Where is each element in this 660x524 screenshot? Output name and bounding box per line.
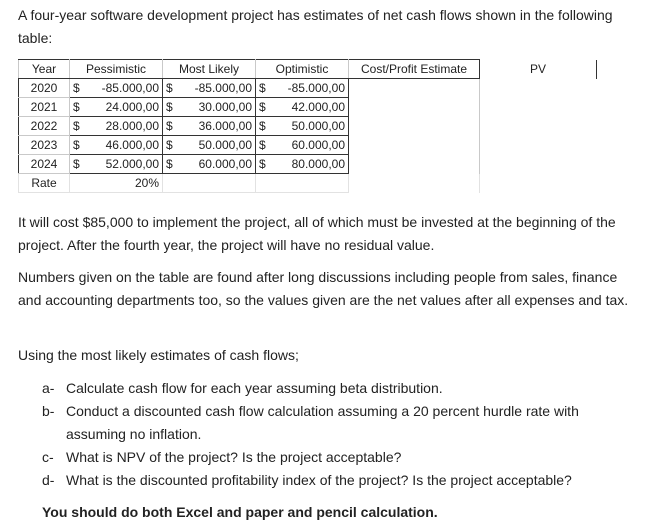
cell-optimistic: $ -85.000,00 [256, 79, 349, 98]
cell-optimistic: $ 80.000,00 [256, 155, 349, 174]
cell-pessimistic: $ 46.000,00 [70, 136, 163, 155]
list-marker: d- [42, 472, 55, 488]
rate-value: 20% [70, 174, 163, 193]
intro-text: A four-year software development project has estimates of net cash flows shown in the following table: [18, 7, 613, 46]
question-list [42, 377, 632, 492]
footer-note: You should do both Excel and paper and pencil calculation. [42, 504, 438, 520]
cell-year: 2023 [19, 136, 70, 155]
header-optimistic: Optimistic [256, 60, 349, 79]
cell-pv [480, 79, 597, 98]
cell-pessimistic: $ 52.000,00 [70, 155, 163, 174]
question-text: What is the discounted profitability index of the project? Is the project acceptable? [66, 472, 572, 488]
cash-flow-table [18, 59, 597, 193]
list-marker: b- [42, 403, 55, 419]
cell-pv [480, 136, 597, 155]
cell-estimate [349, 155, 480, 174]
header-pv: PV [480, 60, 597, 79]
cell-most-likely: $ 30.000,00 [163, 98, 256, 117]
header-pessimistic: Pessimistic [70, 60, 163, 79]
cell-year: 2022 [19, 117, 70, 136]
paragraph-instructions: Using the most likely estimates of cash flows; [18, 347, 299, 363]
table-row [19, 79, 597, 98]
list-marker: c- [42, 449, 54, 465]
header-most-likely: Most Likely [163, 60, 256, 79]
cell-estimate [349, 136, 480, 155]
question-text: Calculate cash flow for each year assuming beta distribution. [66, 380, 443, 396]
list-item [42, 469, 632, 492]
empty-cell [480, 174, 597, 193]
cell-most-likely: $ 50.000,00 [163, 136, 256, 155]
cell-estimate [349, 79, 480, 98]
rate-label: Rate [19, 174, 70, 193]
cell-pv [480, 98, 597, 117]
cell-optimistic: $ 42.000,00 [256, 98, 349, 117]
empty-cell [256, 174, 349, 193]
cell-pessimistic: $ 28.000,00 [70, 117, 163, 136]
cell-most-likely: $ 60.000,00 [163, 155, 256, 174]
list-marker: a- [42, 380, 55, 396]
cell-year: 2021 [19, 98, 70, 117]
cell-most-likely: $ -85.000,00 [163, 79, 256, 98]
empty-cell [349, 174, 480, 193]
question-text: What is NPV of the project? Is the project acceptable? [66, 449, 402, 465]
cell-year: 2020 [19, 79, 70, 98]
list-item [42, 446, 632, 469]
header-cost-profit-estimate: Cost/Profit Estimate [349, 60, 480, 79]
cell-optimistic: $ 50.000,00 [256, 117, 349, 136]
list-item [42, 377, 632, 400]
table-header-row [19, 60, 597, 79]
cell-estimate [349, 117, 480, 136]
cell-year: 2024 [19, 155, 70, 174]
cell-pv [480, 155, 597, 174]
table-row [19, 155, 597, 174]
paragraph-net-values: Numbers given on the table are found after long discussions including people from sales, finance and accounting departments too, so the values given are the net values after all expenses and tax. [18, 269, 629, 308]
cell-optimistic: $ 60.000,00 [256, 136, 349, 155]
cell-most-likely: $ 36.000,00 [163, 117, 256, 136]
rate-row [19, 174, 597, 193]
question-text: Conduct a discounted cash flow calculation assuming a 20 percent hurdle rate with assuming no inflation. [66, 403, 579, 442]
table-row [19, 117, 597, 136]
cell-pessimistic: $ 24.000,00 [70, 98, 163, 117]
empty-cell [163, 174, 256, 193]
cell-estimate [349, 98, 480, 117]
cell-pv [480, 117, 597, 136]
table-row [19, 136, 597, 155]
paragraph-cost: It will cost $85,000 to implement the project, all of which must be invested at the beginning of the project. After the fourth year, the project will have no residual value. [18, 214, 616, 253]
table-row [19, 98, 597, 117]
header-year: Year [19, 60, 70, 79]
list-item [42, 400, 632, 446]
cell-pessimistic: $ -85.000,00 [70, 79, 163, 98]
